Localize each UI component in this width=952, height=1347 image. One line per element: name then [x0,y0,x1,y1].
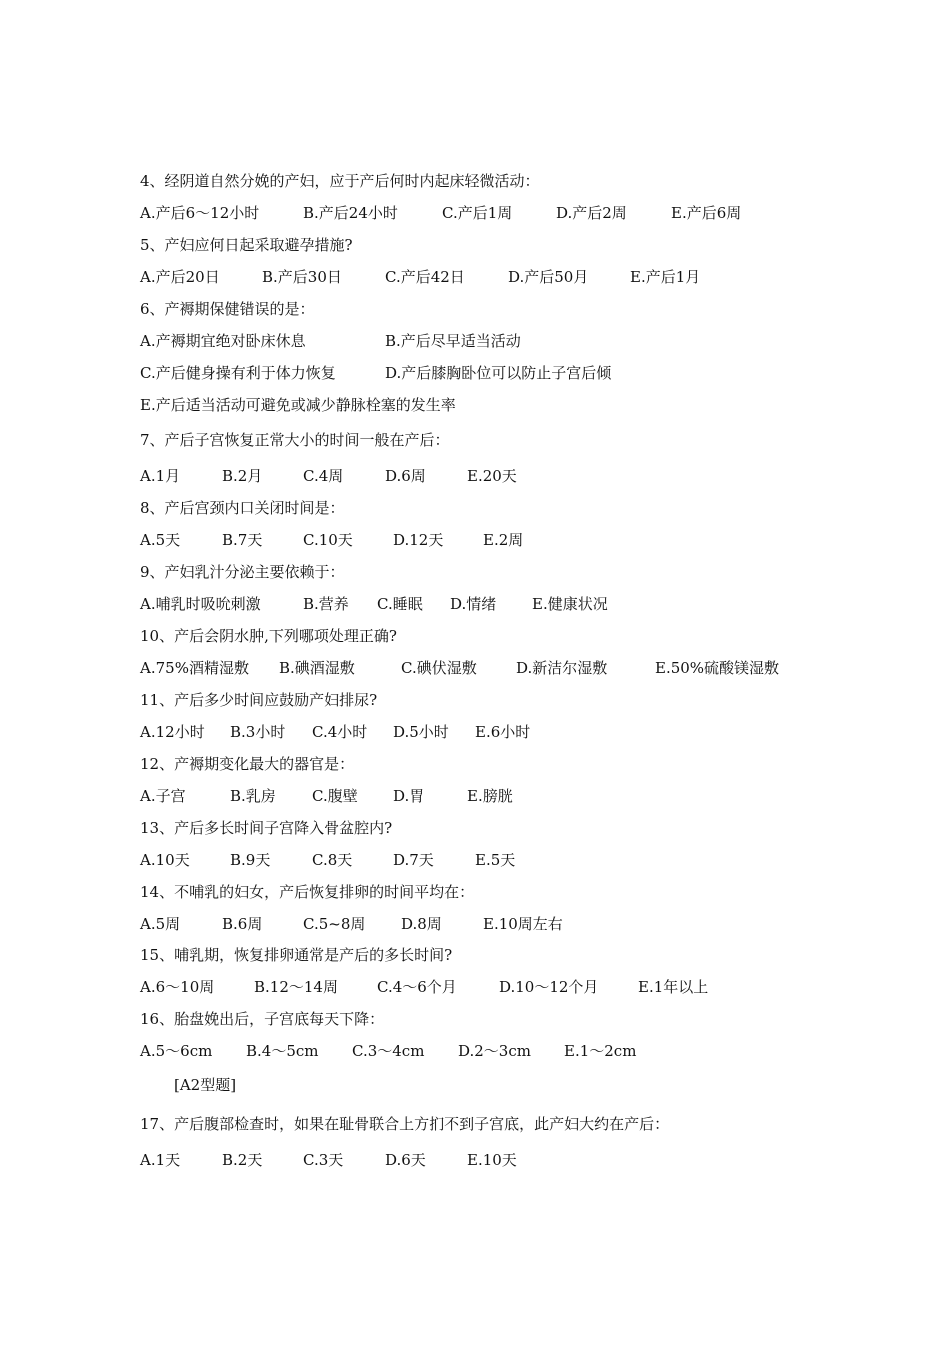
option: C.5~8周 [303,915,366,933]
option: B.产后24小时 [303,204,398,222]
question-stem: 15、哺乳期，恢复排卵通常是产后的多长时间? [140,946,453,964]
option: E.产后适当活动可避免或减少静脉栓塞的发生率 [140,396,456,414]
option: E.10周左右 [483,915,563,933]
option: E.膀胱 [467,787,513,805]
option: A.哺乳时吸吮刺激 [140,595,261,613]
option: B.4～5cm [246,1042,319,1060]
option: D.5小时 [393,723,449,741]
option: E.20天 [467,467,517,485]
option: D.7天 [393,851,434,869]
option: C.产后42日 [385,268,465,286]
option: B.产后30日 [262,268,342,286]
option: D.产后膝胸卧位可以防止子宫后倾 [385,364,612,382]
section-heading: [A2型题] [174,1076,237,1094]
option: D.12天 [393,531,444,549]
option: A.1天 [140,1151,181,1169]
option: C.10天 [303,531,353,549]
option: D.10～12个月 [499,978,599,996]
question-stem: 8、产后宫颈内口关闭时间是： [140,499,345,517]
option: C.3天 [303,1151,344,1169]
option: A.5～6cm [140,1042,213,1060]
option: D.2～3cm [458,1042,531,1060]
option: A.75%酒精湿敷 [140,659,249,677]
option: D.新洁尔湿敷 [516,659,608,677]
option: E.1年以上 [638,978,709,996]
option: E.5天 [475,851,516,869]
option: E.产后6周 [671,204,742,222]
option: B.碘酒湿敷 [279,659,355,677]
option: B.6周 [222,915,263,933]
option: B.7天 [222,531,263,549]
option: A.10天 [140,851,190,869]
question-stem: 17、产后腹部检查时，如果在耻骨联合上方扪不到子宫底，此产妇大约在产后： [140,1115,670,1133]
option: B.9天 [230,851,271,869]
option: B.2月 [222,467,263,485]
option: E.50%硫酸镁湿敷 [655,659,780,677]
option: C.碘伏湿敷 [401,659,477,677]
option: A.子宫 [140,787,186,805]
option: B.乳房 [230,787,276,805]
option: A.产褥期宜绝对卧床休息 [140,332,306,350]
option: A.1月 [140,467,181,485]
option: A.5天 [140,531,181,549]
option: A.6～10周 [140,978,215,996]
question-stem: 6、产褥期保健错误的是： [140,300,315,318]
option: E.健康状况 [532,595,608,613]
question-stem: 10、产后会阴水肿,下列哪项处理正确? [140,627,397,645]
option: C.产后健身操有利于体力恢复 [140,364,336,382]
question-stem: 16、胎盘娩出后，子宫底每天下降： [140,1010,385,1028]
option: D.产后2周 [556,204,627,222]
question-stem: 11、产后多少时间应鼓励产妇排尿? [140,691,378,709]
option: C.8天 [312,851,353,869]
question-stem: 12、产褥期变化最大的器官是： [140,755,355,773]
option: A.12小时 [140,723,205,741]
option: B.12～14周 [254,978,338,996]
option: B.营养 [303,595,349,613]
option: A.5周 [140,915,181,933]
question-stem: 13、产后多长时间子宫降入骨盆腔内? [140,819,393,837]
option: C.4周 [303,467,344,485]
option: E.1～2cm [564,1042,637,1060]
option: C.4小时 [312,723,368,741]
option: D.产后50月 [508,268,589,286]
question-stem: 14、不哺乳的妇女，产后恢复排卵的时间平均在： [140,883,475,901]
option: E.2周 [483,531,524,549]
question-stem: 7、产后子宫恢复正常大小的时间一般在产后： [140,431,450,449]
option: E.产后1月 [630,268,701,286]
option: C.产后1周 [442,204,513,222]
option: D.6天 [385,1151,426,1169]
option: C.睡眠 [377,595,423,613]
question-stem: 5、产妇应何日起采取避孕措施? [140,236,353,254]
question-stem: 9、产妇乳汁分泌主要依赖于： [140,563,345,581]
option: E.6小时 [475,723,531,741]
option: A.产后6～12小时 [140,204,260,222]
option: E.10天 [467,1151,517,1169]
option: C.4～6个月 [377,978,457,996]
option: D.6周 [385,467,426,485]
option: A.产后20日 [140,268,220,286]
option: D.情绪 [450,595,497,613]
question-stem: 4、经阴道自然分娩的产妇，应于产后何时内起床轻微活动： [140,172,540,190]
option: D.胃 [393,787,425,805]
option: B.2天 [222,1151,263,1169]
option: B.3小时 [230,723,286,741]
option: C.腹壁 [312,787,358,805]
option: B.产后尽早适当活动 [385,332,521,350]
option: D.8周 [401,915,442,933]
option: C.3～4cm [352,1042,425,1060]
